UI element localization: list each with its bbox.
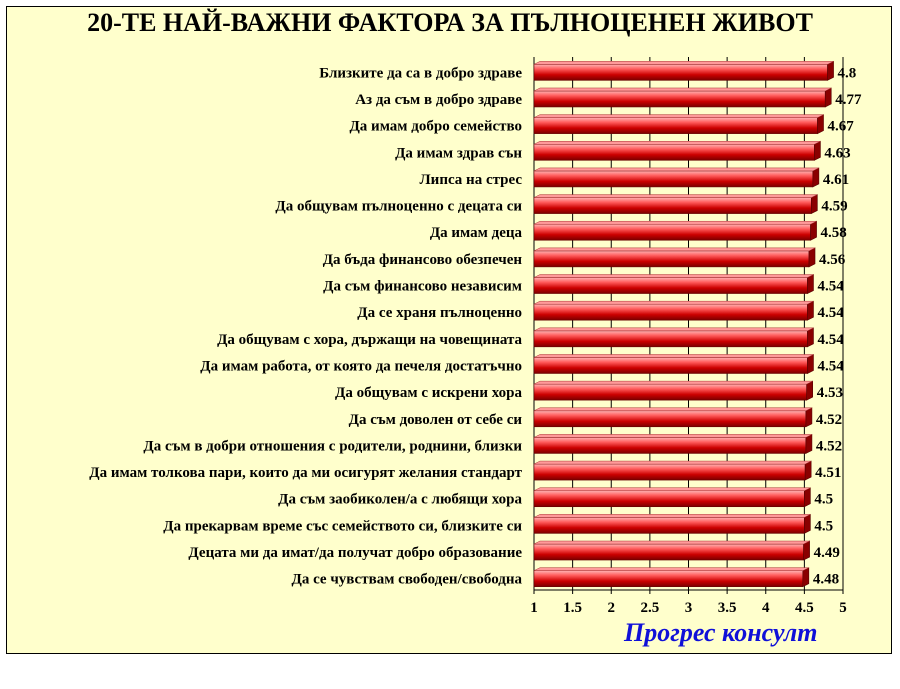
data-label: 4.54 (817, 331, 844, 348)
bar-end-cap (818, 115, 824, 134)
data-label: 4.53 (816, 385, 843, 402)
bars (534, 61, 834, 586)
bar-end-cap (804, 514, 810, 533)
bar-end-cap (806, 408, 812, 427)
bar-end-cap (807, 354, 813, 373)
category-label: Децата ми да имат/да получат добро образование (188, 545, 522, 562)
data-label: 4.61 (822, 171, 850, 188)
data-label: 4.51 (815, 465, 842, 482)
bar (534, 251, 809, 267)
bar (534, 118, 818, 134)
bar (534, 198, 811, 214)
bar-end-cap (805, 461, 811, 480)
category-label: Да съм финансово независим (323, 278, 522, 295)
bar-end-cap (807, 275, 813, 294)
bar-top-face (534, 168, 819, 171)
bar-end-cap (813, 168, 819, 187)
bar (534, 144, 814, 160)
bar (534, 304, 807, 320)
brand-label: Прогрес консулт (624, 618, 818, 647)
x-tick-label: 2.5 (640, 600, 660, 616)
bar-top-face (534, 488, 810, 491)
category-label: Да се чувствам свободен/свободна (291, 571, 522, 588)
bar-end-cap (807, 381, 813, 400)
x-tick-label: 5 (839, 600, 847, 616)
data-label: 4.67 (827, 118, 854, 135)
x-tick-label: 4 (762, 600, 770, 616)
x-tick-labels (530, 600, 847, 616)
bar (534, 411, 806, 427)
category-label: Да имам работа, от която да печеля достатъчно (200, 358, 522, 375)
bar (534, 331, 807, 347)
data-label: 4.48 (812, 571, 840, 588)
data-label: 4.77 (835, 91, 862, 108)
category-label: Да съм заобиколен/а с любящи хора (278, 491, 522, 508)
bar-top-face (534, 568, 809, 571)
bar-end-cap (807, 301, 813, 320)
bar-end-cap (804, 541, 810, 560)
bar (534, 91, 825, 107)
bar-end-cap (807, 328, 813, 347)
category-label: Да прекарвам време със семейството си, близките си (163, 518, 522, 535)
category-label: Да имам деца (429, 225, 522, 242)
category-label: Да общувам пълноценно с децата си (275, 198, 522, 215)
bar (534, 437, 806, 453)
data-label: 4.59 (821, 198, 848, 215)
bar-end-cap (809, 248, 815, 267)
category-label: Близките да са в добро здраве (319, 65, 522, 82)
data-label: 4.58 (820, 225, 847, 242)
bar-top-face (534, 354, 813, 357)
bar-top-face (534, 461, 811, 464)
data-label: 4.54 (817, 358, 844, 375)
bar-end-cap (811, 195, 817, 214)
bar-top-face (534, 328, 813, 331)
data-label: 4.63 (824, 145, 851, 162)
x-tick-label: 1.5 (563, 600, 582, 616)
bar-top-face (534, 221, 817, 224)
bar-top-face (534, 115, 824, 118)
category-label: Да се храня пълноценно (357, 305, 522, 322)
bar-top-face (534, 248, 815, 251)
x-tick-label: 4.5 (795, 600, 814, 616)
data-label: 4.52 (815, 438, 843, 455)
bar-top-face (534, 61, 834, 64)
bar-end-cap (804, 488, 810, 507)
category-label: Да общувам с искрени хора (335, 385, 522, 402)
bar (534, 171, 813, 187)
bar-top-face (534, 514, 810, 517)
bar (534, 517, 804, 533)
bar (534, 464, 805, 480)
bar (534, 224, 811, 240)
bar-end-cap (806, 434, 812, 453)
grid-lines (534, 57, 843, 594)
category-label: Да съм в добри отношения с родители, роднини, близки (143, 438, 522, 455)
category-label: Да бъда финансово обезпечен (322, 251, 522, 268)
category-label: Да имам толкова пари, които да ми осигурят желания стандарт (89, 465, 522, 482)
bar (534, 544, 804, 560)
category-label: Липса на стрес (419, 171, 522, 188)
chart-title: 20-ТЕ НАЙ-ВАЖНИ ФАКТОРА ЗА ПЪЛНОЦЕНЕН ЖИВОТ (87, 8, 813, 37)
bar (534, 278, 807, 294)
data-label: 4.49 (813, 545, 840, 562)
x-tick-label: 3 (684, 600, 693, 616)
bar-end-cap (814, 141, 820, 160)
category-label: Да имам добро семейство (349, 118, 522, 135)
bar-top-face (534, 381, 813, 384)
bar-top-face (534, 275, 813, 278)
bar (534, 384, 807, 400)
data-label: 4.54 (817, 305, 844, 322)
category-label: Да общувам с хора, държащи на човещината (217, 331, 522, 348)
bar-top-face (534, 301, 813, 304)
x-tick-label: 3.5 (717, 600, 737, 616)
category-label: Да имам здрав сън (395, 145, 522, 162)
bar-top-face (534, 408, 812, 411)
bar (534, 571, 803, 587)
category-label: Да съм доволен от себе си (348, 411, 522, 428)
bar-end-cap (828, 61, 834, 80)
bar-end-cap (825, 88, 831, 107)
data-label: 4.54 (817, 278, 844, 295)
category-labels (89, 65, 522, 587)
bar-top-face (534, 195, 817, 198)
bar-end-cap (811, 221, 817, 240)
data-label: 4.5 (814, 491, 834, 508)
bar (534, 491, 804, 507)
bar-top-face (534, 88, 831, 91)
bar-top-face (534, 541, 810, 544)
bar-top-face (534, 434, 812, 437)
x-tick-label: 2 (607, 600, 615, 616)
x-tick-label: 1 (530, 600, 538, 616)
data-label: 4.52 (815, 411, 843, 428)
bar-top-face (534, 141, 820, 144)
category-label: Аз да съм в добро здраве (355, 91, 522, 108)
bar (534, 357, 807, 373)
data-label: 4.8 (837, 65, 857, 82)
data-label: 4.56 (819, 251, 846, 268)
bar-end-cap (803, 568, 809, 587)
data-label: 4.5 (814, 518, 834, 535)
bar (534, 64, 828, 80)
